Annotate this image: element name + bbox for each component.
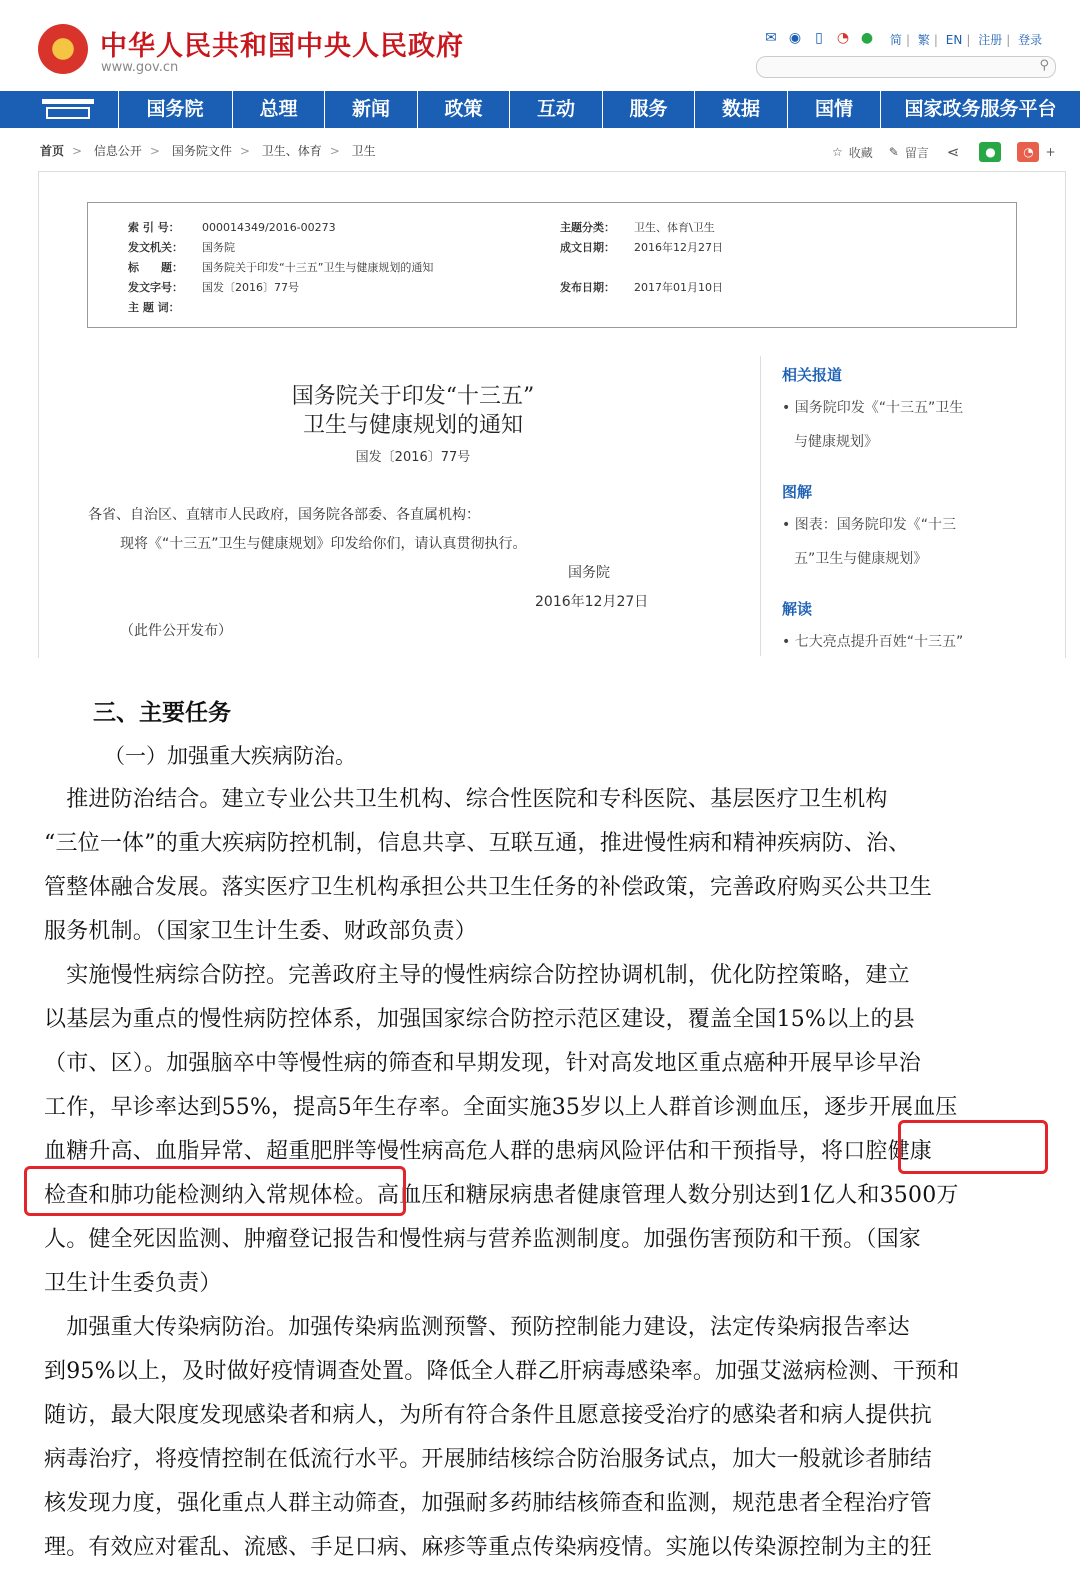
related-report-link[interactable]: [782, 391, 1012, 459]
title-line: 卫生与健康规划的通知: [302, 413, 523, 438]
addressee: 各省、自治区、直辖市人民政府，国务院各部委、各直属机构：: [88, 507, 480, 523]
scan-text-line: 到95%以上，及时做好疫情调查处置。降低全人群乙肝病毒感染率。加强艾滋病检测、干预和: [44, 1359, 960, 1384]
scan-text-line: 核发现力度，强化重点人群主动筛查，加强耐多药肺结核筛查和监测，规范患者全程治疗管: [44, 1491, 933, 1516]
login-link[interactable]: 登录: [1018, 33, 1043, 47]
breadcrumb-info[interactable]: 信息公开: [93, 144, 142, 158]
breadcrumb-home[interactable]: 首页: [40, 144, 65, 158]
nav-item-policy[interactable]: 政策: [418, 91, 510, 128]
more-share-button[interactable]: +: [1045, 145, 1056, 159]
sign-date: 2016年12月27日: [535, 594, 649, 610]
national-emblem-logo[interactable]: ★: [38, 24, 88, 74]
home-gate-icon[interactable]: [0, 91, 119, 128]
scan-text-line: 随访，最大限度发现感染者和病人，为所有符合条件且愿意接受治疗的感染者和病人提供抗: [44, 1403, 933, 1428]
scan-text-line: 病毒治疗，将疫情控制在低流行水平。开展肺结核综合防治服务试点，加大一般就诊者肺结: [44, 1447, 933, 1472]
meta-label: 主题分类：: [560, 221, 615, 234]
title-line: 国务院关于印发“十三五”: [291, 384, 535, 409]
comment-button[interactable]: 留言: [904, 145, 929, 160]
language-links: 简 | 繁 | EN | 注册 | 登录: [890, 33, 1043, 47]
document-title: [218, 382, 608, 440]
link-line: • 国务院印发《“十三五”卫生: [782, 400, 964, 416]
document-number: 国发〔2016〕77号: [355, 450, 471, 465]
star-icon[interactable]: ☆: [832, 145, 843, 159]
article-tools: [832, 142, 1056, 162]
scan-text-line: 实施慢性病综合防控。完善政府主导的慢性病综合防控协调机制，优化防控策略，建立: [44, 963, 910, 988]
scan-text-line: 服务机制。（国家卫生计生委、财政部负责）: [44, 919, 478, 944]
collect-button[interactable]: 收藏: [848, 145, 873, 160]
link-line: • 图表：国务院印发《“十三: [782, 517, 956, 533]
scan-text-line: 理。有效应对霍乱、流感、手足口病、麻疹等重点传染病疫情。实施以传染源控制为主的狂: [44, 1535, 933, 1560]
meta-label: 成文日期：: [560, 241, 615, 254]
lang-simplified-link[interactable]: 简: [890, 33, 903, 47]
scan-text-line: 人。健全死因监测、肿瘤登记报告和慢性病与营养监测制度。加强伤害预防和干预。（国家: [44, 1227, 922, 1252]
weibo-share-icon[interactable]: ◔: [1017, 142, 1039, 162]
breadcrumb-documents[interactable]: 国务院文件: [171, 144, 232, 158]
publish-note: （此件公开发布）: [120, 623, 232, 639]
chat-icon[interactable]: ◉: [788, 30, 802, 46]
search-input[interactable]: [756, 56, 1056, 78]
main-nav: [0, 91, 1080, 128]
body-text: 现将《“十三五”卫生与健康规划》印发给你们，请认真贯彻执行。: [120, 536, 527, 552]
scan-text-line: 推进防治结合。建立专业公共卫生机构、综合性医院和专科医院、基层医疗卫生机构: [44, 787, 888, 812]
scan-text-line: 工作，早诊率达到55%，提高5年生存率。全面实施35岁以上人群首诊测血压，逐步开展血压: [44, 1095, 958, 1120]
nav-item-news[interactable]: 新闻: [325, 91, 418, 128]
site-title[interactable]: 中华人民共和国中央人民政府: [100, 31, 464, 62]
scan-text-line: 加强重大传染病防治。加强传染病监测预警、预防控制能力建设，法定传染病报告率达: [44, 1315, 910, 1340]
link-line: • 七大亮点提升百姓“十三五”: [782, 634, 964, 650]
sidebar-divider: [760, 356, 761, 656]
scan-text-line: 血糖升高、血脂异常、超重肥胖等慢性病高危人群的患病风险评估和干预指导，将口腔健康: [44, 1139, 933, 1164]
scan-text-line: 检查和肺功能检测纳入常规体检。高血压和糖尿病患者健康管理人数分别达到1亿人和3500万: [44, 1183, 959, 1208]
mail-icon[interactable]: ✉: [765, 30, 777, 46]
interpretation-link[interactable]: [782, 625, 1012, 659]
mobile-icon[interactable]: ▯: [815, 30, 823, 46]
nav-item-service-platform[interactable]: 国家政务服务平台: [904, 98, 1057, 120]
meta-category: 卫生、体育\卫生: [634, 221, 715, 234]
breadcrumb: 首页 > 信息公开 > 国务院文件 > 卫生、体育 > 卫生: [40, 144, 376, 158]
wechat-share-icon[interactable]: ●: [979, 142, 1001, 162]
signer: 国务院: [568, 565, 610, 581]
graphics-heading[interactable]: 图解: [782, 483, 813, 501]
meta-doc-no: 国发〔2016〕77号: [202, 281, 299, 294]
meta-written-date: 2016年12月27日: [634, 241, 723, 254]
meta-label: 发文机关：: [128, 241, 183, 254]
breadcrumb-health[interactable]: 卫生: [351, 144, 376, 158]
wechat-icon[interactable]: ●: [860, 30, 874, 46]
document-metadata-box: [87, 202, 1017, 328]
meta-label: 发布日期：: [560, 281, 615, 294]
nav-item-state-council[interactable]: 国务院: [118, 91, 233, 128]
document-scan: [0, 672, 1080, 1587]
share-icon[interactable]: ⋖: [946, 143, 960, 161]
scan-text-line: （市、区）。加强脑卒中等慢性病的筛查和早期发现，针对高发地区重点癌种开展早诊早治: [44, 1051, 922, 1076]
meta-label: 索 引 号：: [128, 221, 180, 234]
register-link[interactable]: 注册: [978, 33, 1003, 47]
nav-item-service[interactable]: 服务: [603, 91, 695, 128]
scan-text-line: 管整体融合发展。落实医疗卫生机构承担公共卫生任务的补偿政策，完善政府购买公共卫生: [44, 875, 933, 900]
scan-text-line: “三位一体”的重大疾病防控机制，信息共享、互联互通，推进慢性病和精神疾病防、治、: [44, 831, 911, 856]
meta-index-no: 000014349/2016-00273: [202, 221, 336, 234]
lang-traditional-link[interactable]: 繁: [917, 33, 930, 47]
nav-item-premier[interactable]: 总理: [233, 91, 325, 128]
meta-issuer: 国务院: [202, 241, 235, 254]
meta-label: 发文字号：: [128, 281, 183, 294]
lang-english-link[interactable]: EN: [945, 33, 963, 47]
section-heading: 三、主要任务: [93, 699, 231, 726]
link-line: 与健康规划》: [794, 434, 878, 450]
top-icon-bar: [762, 30, 876, 46]
link-line: 五”卫生与健康规划》: [794, 551, 928, 567]
pen-icon[interactable]: ✎: [888, 145, 899, 159]
scan-text-line: 卫生计生委负责）: [44, 1271, 222, 1296]
meta-label: 标 题：: [128, 261, 183, 274]
scan-text-line: 以基层为重点的慢性病防控体系，加强国家综合防控示范区建设，覆盖全国15%以上的县: [44, 1007, 915, 1032]
site-header: [0, 0, 1080, 92]
search-icon[interactable]: ⚲: [1039, 58, 1049, 73]
nav-item-interaction[interactable]: 互动: [510, 91, 603, 128]
highlight-box: [898, 1120, 1048, 1174]
graphic-link[interactable]: [782, 508, 1012, 576]
breadcrumb-health-sports[interactable]: 卫生、体育: [261, 144, 322, 158]
subsection-heading: （一）加强重大疾病防治。: [104, 744, 356, 768]
meta-title: 国务院关于印发“十三五”卫生与健康规划的通知: [202, 261, 434, 274]
highlight-box: [24, 1166, 406, 1216]
meta-publish-date: 2017年01月10日: [634, 281, 723, 294]
nav-item-national-info[interactable]: 国情: [788, 91, 881, 128]
weibo-icon[interactable]: ◔: [836, 30, 850, 46]
site-url: www.gov.cn: [101, 60, 179, 75]
meta-label: 主 题 词：: [128, 301, 180, 314]
related-reports-heading[interactable]: 相关报道: [782, 366, 843, 384]
interpretation-heading[interactable]: 解读: [782, 600, 813, 618]
nav-item-data[interactable]: 数据: [695, 91, 788, 128]
